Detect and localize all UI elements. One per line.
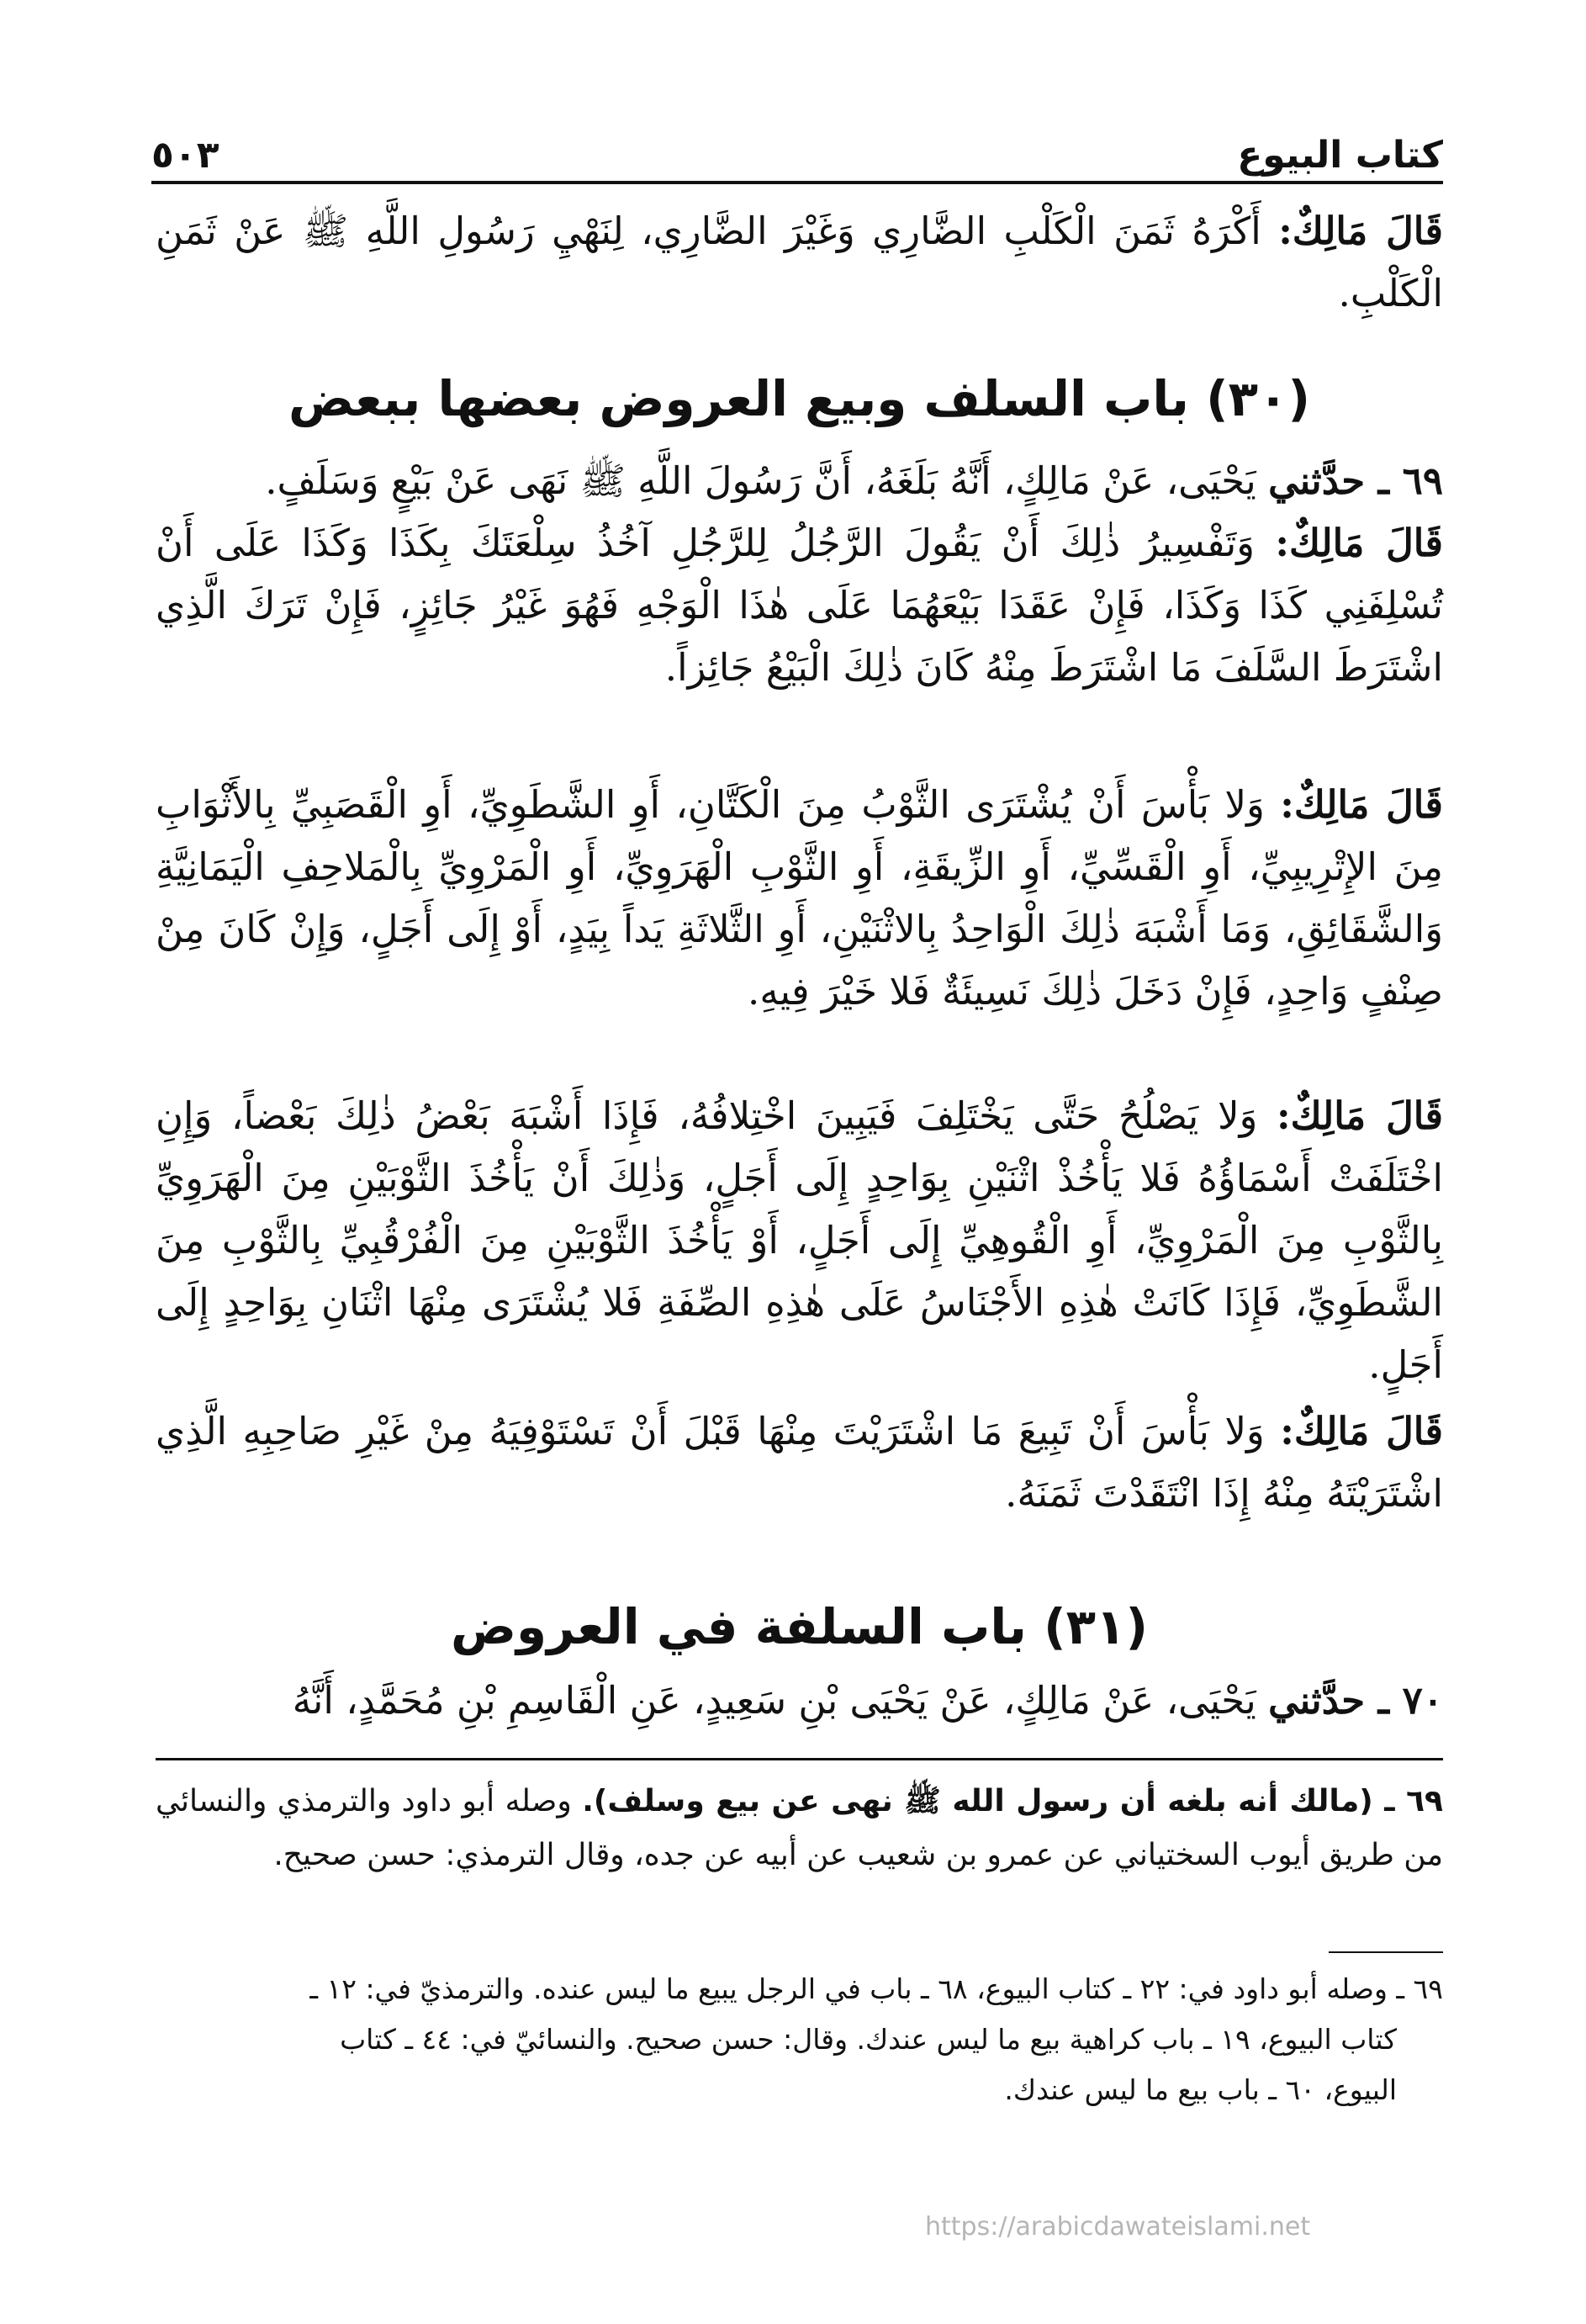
speaker-label: قَالَ مَالِكٌ: bbox=[1278, 209, 1443, 253]
reference-line: ٦٩ ـ وصله أبو داود في: ٢٢ ـ كتاب البيوع، ٦٨ ـ باب في الرجل يبيع ما ليس عنده. والترمذيّ في: ١٢ ـ bbox=[309, 1972, 1443, 2005]
speaker-label: قَالَ مَالِكٌ: bbox=[1277, 1093, 1443, 1138]
chapter-heading-30: (٣٠) باب السلف وبيع العروض بعضها ببعض bbox=[288, 370, 1310, 427]
commentary-paragraph-4 bbox=[156, 1400, 1443, 1525]
paragraph-text: وَلا بَأْسَ أَنْ يُشْتَرَى الثَّوْبُ مِنَ الْكَتَّانِ، أَوِ الشَّطَوِيِّ، أَوِ الْقَصَبِيِّ بِالأَثْوَابِ مِنَ الإِتْرِيبِيِّ، أَوِ الْقَسِّيِّ، أَوِ الزِّيقَةِ، أَوِ الثَّوْبِ الْهَرَوِيِّ، أَوِ الْمَرْوِيِّ بِالْمَلاحِفِ الْيَمَانِيَّةِ وَالشَّقَائِقِ، وَمَا أَشْبَهَ ذٰلِكَ الْوَاحِدُ بِالاثْنَيْنِ، أَوِ الثَّلاثَةِ يَداً بِيَدٍ، أَوْ إِلَى أَجَلٍ، وَإِنْ كَانَ مِنْ صِنْفٍ وَاحِدٍ، فَإِنْ دَخَلَ ذٰلِكَ نَسِيئَةٌ فَلا خَيْرَ فِيهِ. bbox=[156, 782, 1443, 1014]
chapter-heading-31: (٣١) باب السلفة في العروض bbox=[451, 1598, 1148, 1655]
commentary-paragraph-1 bbox=[156, 512, 1443, 699]
watermark-url: https://arabicdawateislami.net bbox=[925, 2212, 1311, 2242]
commentary-divider bbox=[156, 1758, 1443, 1760]
commentary-quote: ٦٩ ـ (مالك أنه بلغه أن رسول الله ﷺ نهى عن بيع وسلف). bbox=[582, 1784, 1444, 1818]
hadith-text: يَحْيَى، عَنْ مَالِكٍ، عَنْ يَحْيَى بْنِ سَعِيدٍ، عَنِ الْقَاسِمِ بْنِ مُحَمَّدٍ، أَنَّهُ bbox=[292, 1678, 1256, 1723]
main-text-block-4 bbox=[156, 1400, 1443, 1525]
paragraph-text: أَكْرَهُ ثَمَنَ الْكَلْبِ الضَّارِي وَغَيْرَ الضَّارِي، لِنَهْيِ رَسُولِ اللَّهِ ﷺ عَنْ ثَمَنِ الْكَلْبِ. bbox=[156, 209, 1443, 315]
paragraph-text: وَلا يَصْلُحُ حَتَّى يَخْتَلِفَ فَيَبِينَ اخْتِلافُهُ، فَإِذَا أَشْبَهَ بَعْضُ ذٰلِكَ بَعْضاً، وَإِنِ اخْتَلَفَتْ أَسْمَاؤُهُ فَلا يَأْخُذْ اثْنَيْنِ بِوَاحِدٍ إِلَى أَجَلٍ، وَذٰلِكَ أَنْ يَأْخُذَ الثَّوْبَيْنِ مِنَ الْهَرَوِيِّ بِالثَّوْبِ مِنَ الْمَرْوِيِّ، أَوِ الْقُوهِيِّ إِلَى أَجَلٍ، أَوْ يَأْخُذَ الثَّوْبَيْنِ مِنَ الْفُرْقُبِيِّ بِالثَّوْبِ مِنَ الشَّطَوِيِّ، فَإِذَا كَانَتْ هٰذِهِ الأَجْنَاسُ عَلَى هٰذِهِ الصِّفَةِ فَلا يُشْتَرَى مِنْهَا اثْنَانِ بِوَاحِدٍ إِلَى أَجَلٍ. bbox=[156, 1093, 1443, 1387]
book-title: كتاب البيوع bbox=[1237, 134, 1443, 177]
hadith-text: يَحْيَى، عَنْ مَالِكٍ، أَنَّهُ بَلَغَهُ، أَنَّ رَسُولَ اللَّهِ ﷺ نَهَى عَنْ بَيْعٍ وَسَلَفٍ. bbox=[265, 458, 1256, 503]
hadith-number: ٧٠ ـ حدَّثني bbox=[1268, 1678, 1443, 1723]
header-divider bbox=[151, 181, 1443, 184]
main-text-block-3 bbox=[156, 1085, 1443, 1396]
page-number: ٥٠٣ bbox=[151, 134, 219, 177]
reference-line: البيوع، ٦٠ ـ باب بيع ما ليس عندك. bbox=[1004, 2073, 1397, 2106]
paragraph-text: وَتَفْسِيرُ ذٰلِكَ أَنْ يَقُولَ الرَّجُلُ لِلرَّجُلِ آخُذُ سِلْعَتَكَ بِكَذَا وَكَذَا عَلَى أَنْ تُسْلِفَنِي كَذَا وَكَذَا، فَإِنْ عَقَدَا بَيْعَهُمَا عَلَى هٰذَا الْوَجْهِ فَهُوَ غَيْرُ جَائِزٍ، فَإِنْ تَرَكَ الَّذِي اشْتَرَطَ السَّلَفَ مَا اشْتَرَطَ مِنْهُ كَانَ ذٰلِكَ الْبَيْعُ جَائِزاً. bbox=[156, 521, 1443, 690]
references-divider bbox=[1329, 1951, 1443, 1953]
reference-line: كتاب البيوع، ١٩ ـ باب كراهية بيع ما ليس عندك. وقال: حسن صحيح. والنسائيّ في: ٤٤ ـ كتاب bbox=[340, 2023, 1397, 2056]
speaker-label: قَالَ مَالِكٌ: bbox=[1280, 782, 1443, 827]
speaker-label: قَالَ مَالِكٌ: bbox=[1280, 1409, 1443, 1453]
page-header bbox=[151, 118, 1443, 177]
references-footnote bbox=[156, 1964, 1443, 2115]
hadith-number: ٦٩ ـ حدَّثني bbox=[1268, 458, 1443, 503]
main-text-block-2 bbox=[156, 774, 1443, 1023]
hadith-69 bbox=[156, 450, 1443, 512]
main-text-block-5 bbox=[156, 1670, 1443, 1732]
commentary-note bbox=[156, 1775, 1443, 1882]
commentary-paragraph-3 bbox=[156, 1085, 1443, 1396]
hadith-70 bbox=[156, 1670, 1443, 1732]
commentary-paragraph-2 bbox=[156, 774, 1443, 1023]
intro-paragraph bbox=[156, 200, 1443, 325]
speaker-label: قَالَ مَالِكٌ: bbox=[1275, 521, 1443, 565]
paragraph-text: وَلا بَأْسَ أَنْ تَبِيعَ مَا اشْتَرَيْتَ مِنْهَا قَبْلَ أَنْ تَسْتَوْفِيَهُ مِنْ غَيْرِ صَاحِبِهِ الَّذِي اشْتَرَيْتَهُ مِنْهُ إِذَا انْتَقَدْتَ ثَمَنَهُ. bbox=[156, 1409, 1443, 1516]
commentary-text: وصله أبو داود والترمذي والنسائي من طريق أيوب السختياني عن عمرو بن شعيب عن أبيه عن جده، وقال الترمذي: حسن صحيح. bbox=[156, 1784, 1443, 1872]
main-text-block-1 bbox=[156, 450, 1443, 699]
